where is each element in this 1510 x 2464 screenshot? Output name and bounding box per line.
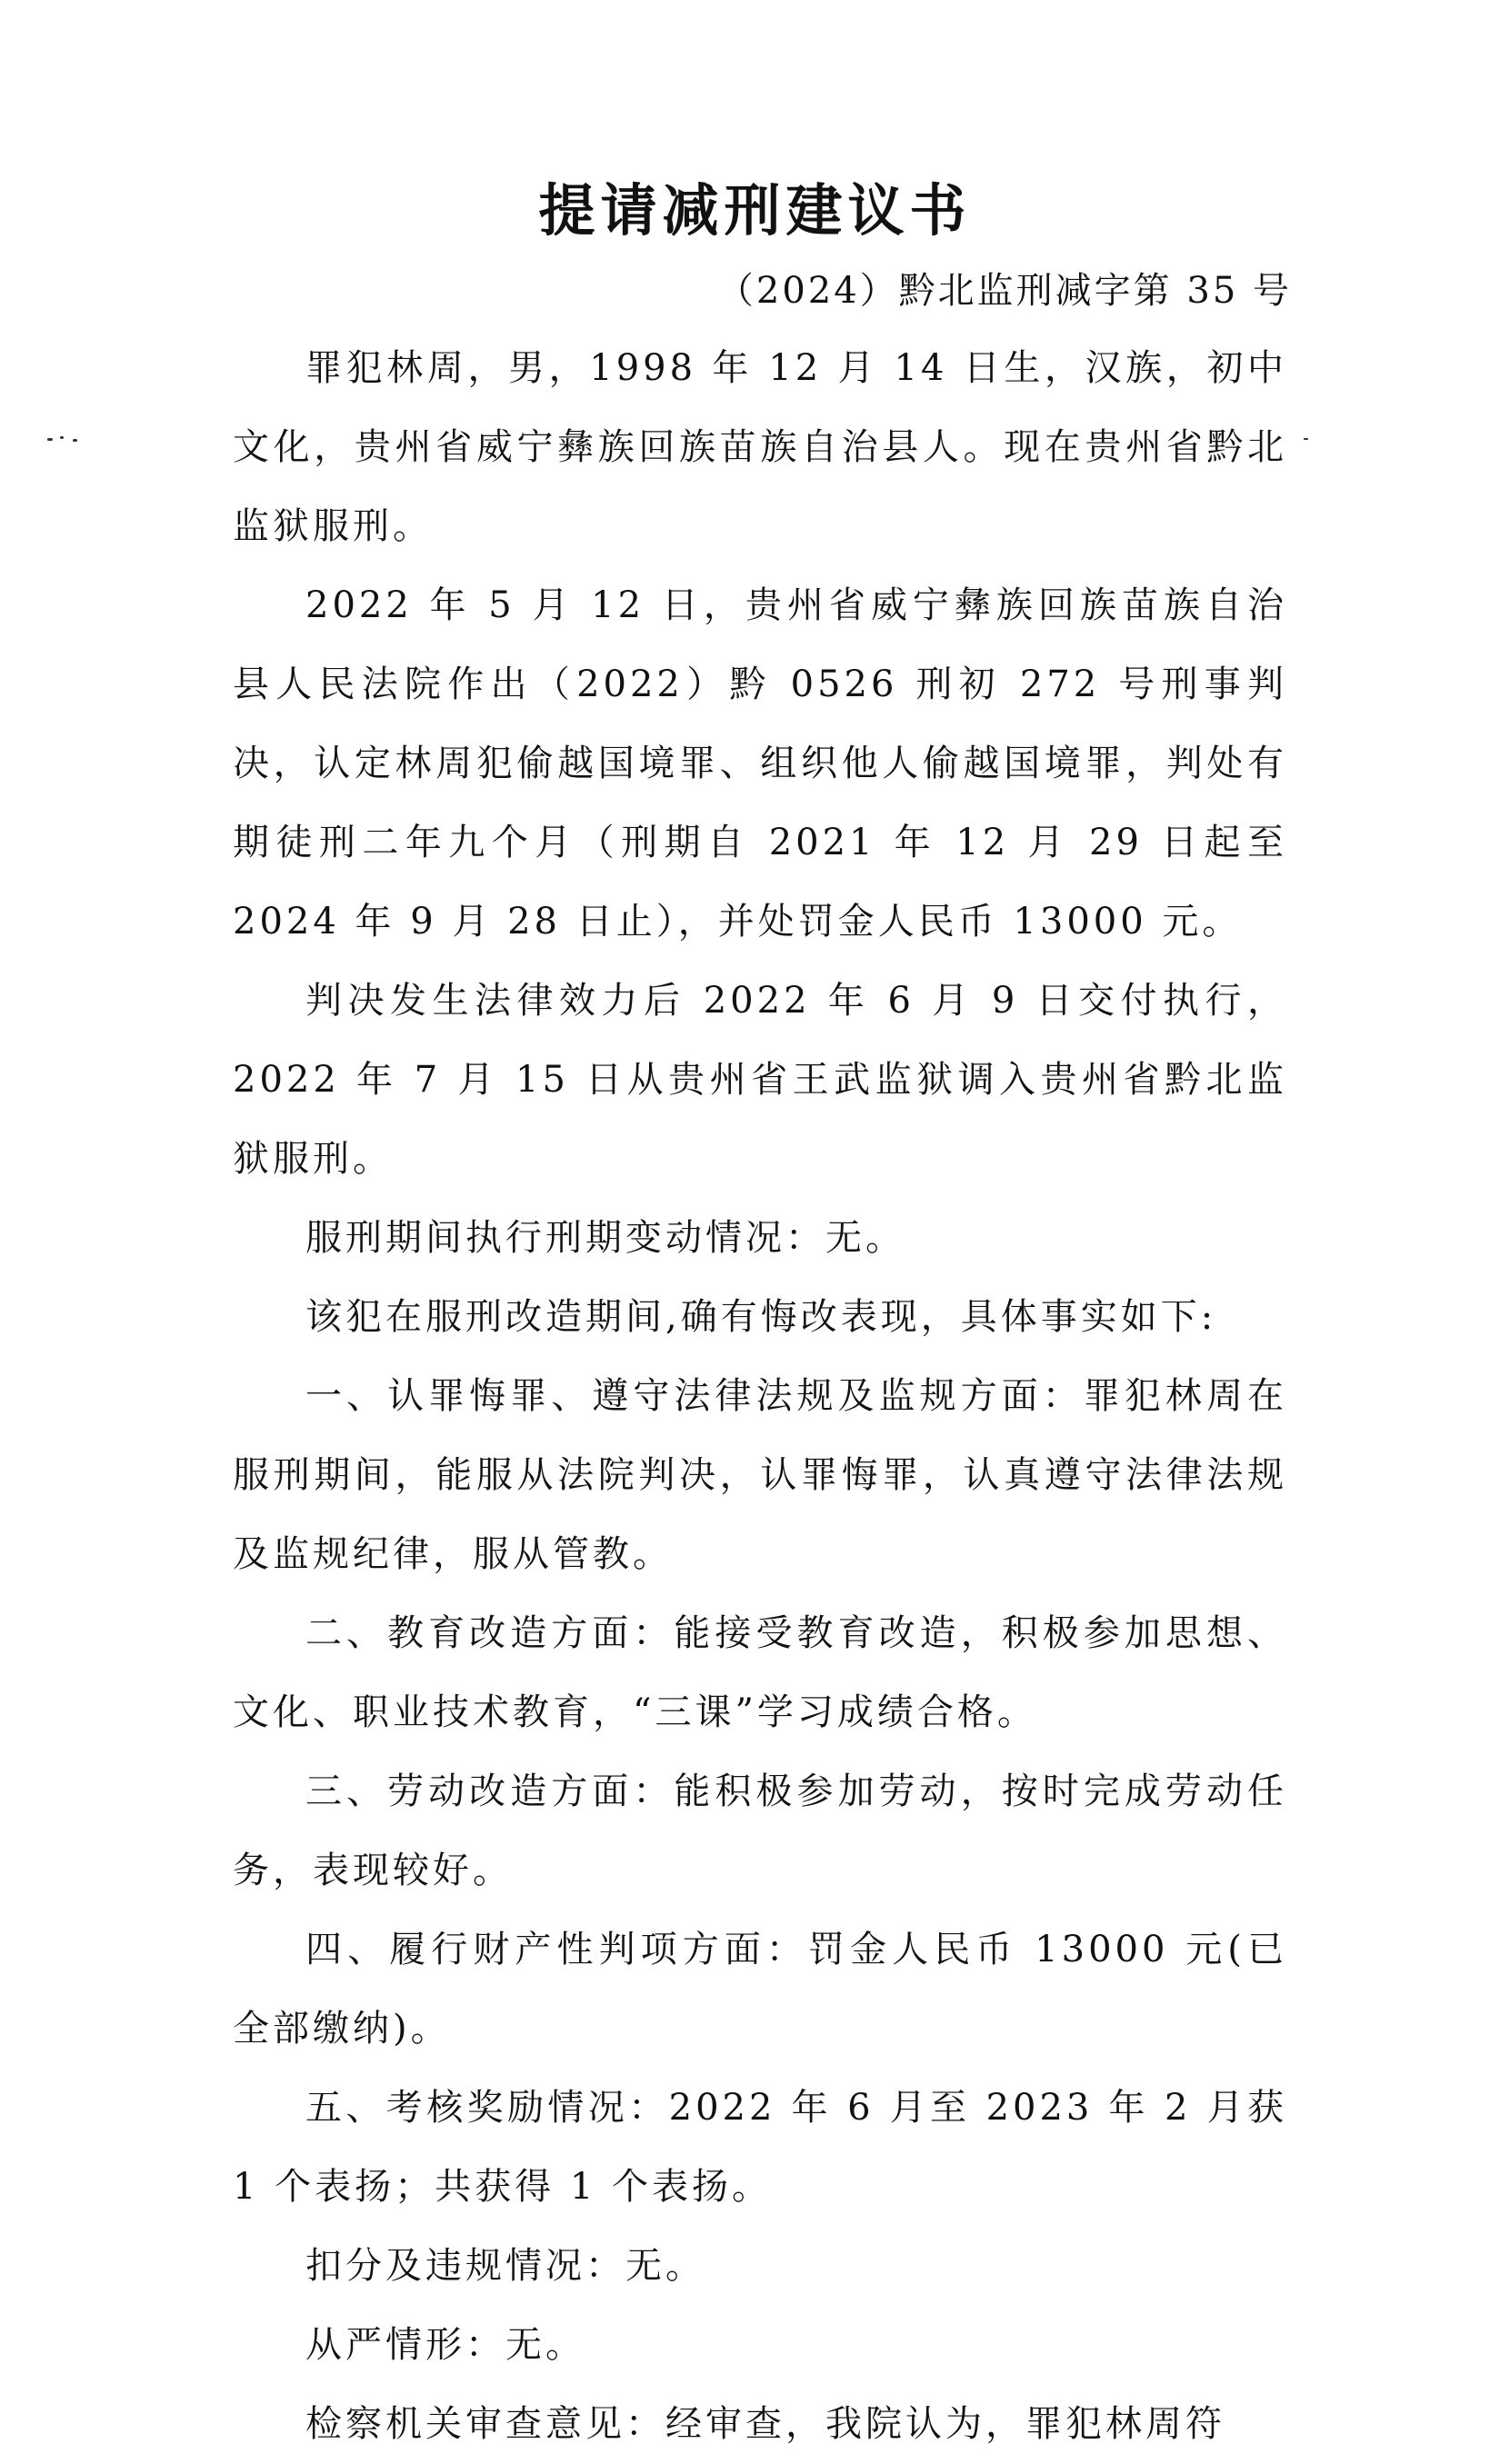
paragraph-property: 四、履行财产性判项方面：罚金人民币 13000 元(已全部缴纳)。 — [233, 1929, 1287, 2050]
paragraph-education: 二、教育改造方面：能接受教育改造，积极参加思想、文化、职业技术教育，“三课”学习成绩合格。 — [233, 1612, 1287, 1733]
document-number: （2024）黔北监刑减字第 35 号 — [716, 270, 1292, 312]
scan-speck — [47, 438, 53, 441]
scan-speck — [1304, 438, 1308, 440]
document-body — [233, 329, 1287, 2464]
paragraph-strict-circumstances: 从严情形：无。 — [305, 2324, 585, 2366]
paragraph-term-changes: 服刑期间执行刑期变动情况：无。 — [305, 1217, 905, 1259]
paragraph-labor: 三、劳动改造方面：能积极参加劳动，按时完成劳动任务，表现较好。 — [233, 1771, 1287, 1891]
paragraph-judgment: 2022 年 5 月 12 日，贵州省威宁彝族回族苗族自治县人民法院作出（2022）黔 0526 刑初 272 号刑事判决，认定林周犯偷越国境罪、组织他人偷越国境罪，判处有期徒刑二年九个月（刑期自 2021 年 12 月 29 日起至 2024 年 9 月 28 日止），并处罚金人民币 13000 元。 — [233, 584, 1287, 943]
paragraph-procuratorate-opinion: 检察机关审查意见：经审查，我院认为，罪犯林周符 — [305, 2403, 1225, 2445]
scan-speck — [60, 436, 64, 439]
document-title: 提请减刑建议书 — [538, 177, 972, 244]
paragraph-convict-info: 罪犯林周，男，1998 年 12 月 14 日生，汉族，初中文化，贵州省威宁彝族回族苗族自治县人。现在贵州省黔北监狱服刑。 — [233, 347, 1287, 547]
paragraph-execution: 判决发生法律效力后 2022 年 6 月 9 日交付执行，2022 年 7 月 15 日从贵州省王武监狱调入贵州省黔北监狱服刑。 — [233, 980, 1287, 1180]
paragraph-rewards: 五、考核奖励情况：2022 年 6 月至 2023 年 2 月获 1 个表扬；共获得 1 个表扬。 — [233, 2087, 1287, 2208]
scan-speck — [73, 439, 77, 442]
paragraph-facts-intro: 该犯在服刑改造期间,确有悔改表现，具体事实如下: — [305, 1296, 1217, 1338]
paragraph-repentance: 一、认罪悔罪、遵守法律法规及监规方面：罪犯林周在服刑期间，能服从法院判决，认罪悔罪，认真遵守法律法规及监规纪律，服从管教。 — [233, 1375, 1287, 1575]
paragraph-violations: 扣分及违规情况：无。 — [305, 2245, 705, 2287]
